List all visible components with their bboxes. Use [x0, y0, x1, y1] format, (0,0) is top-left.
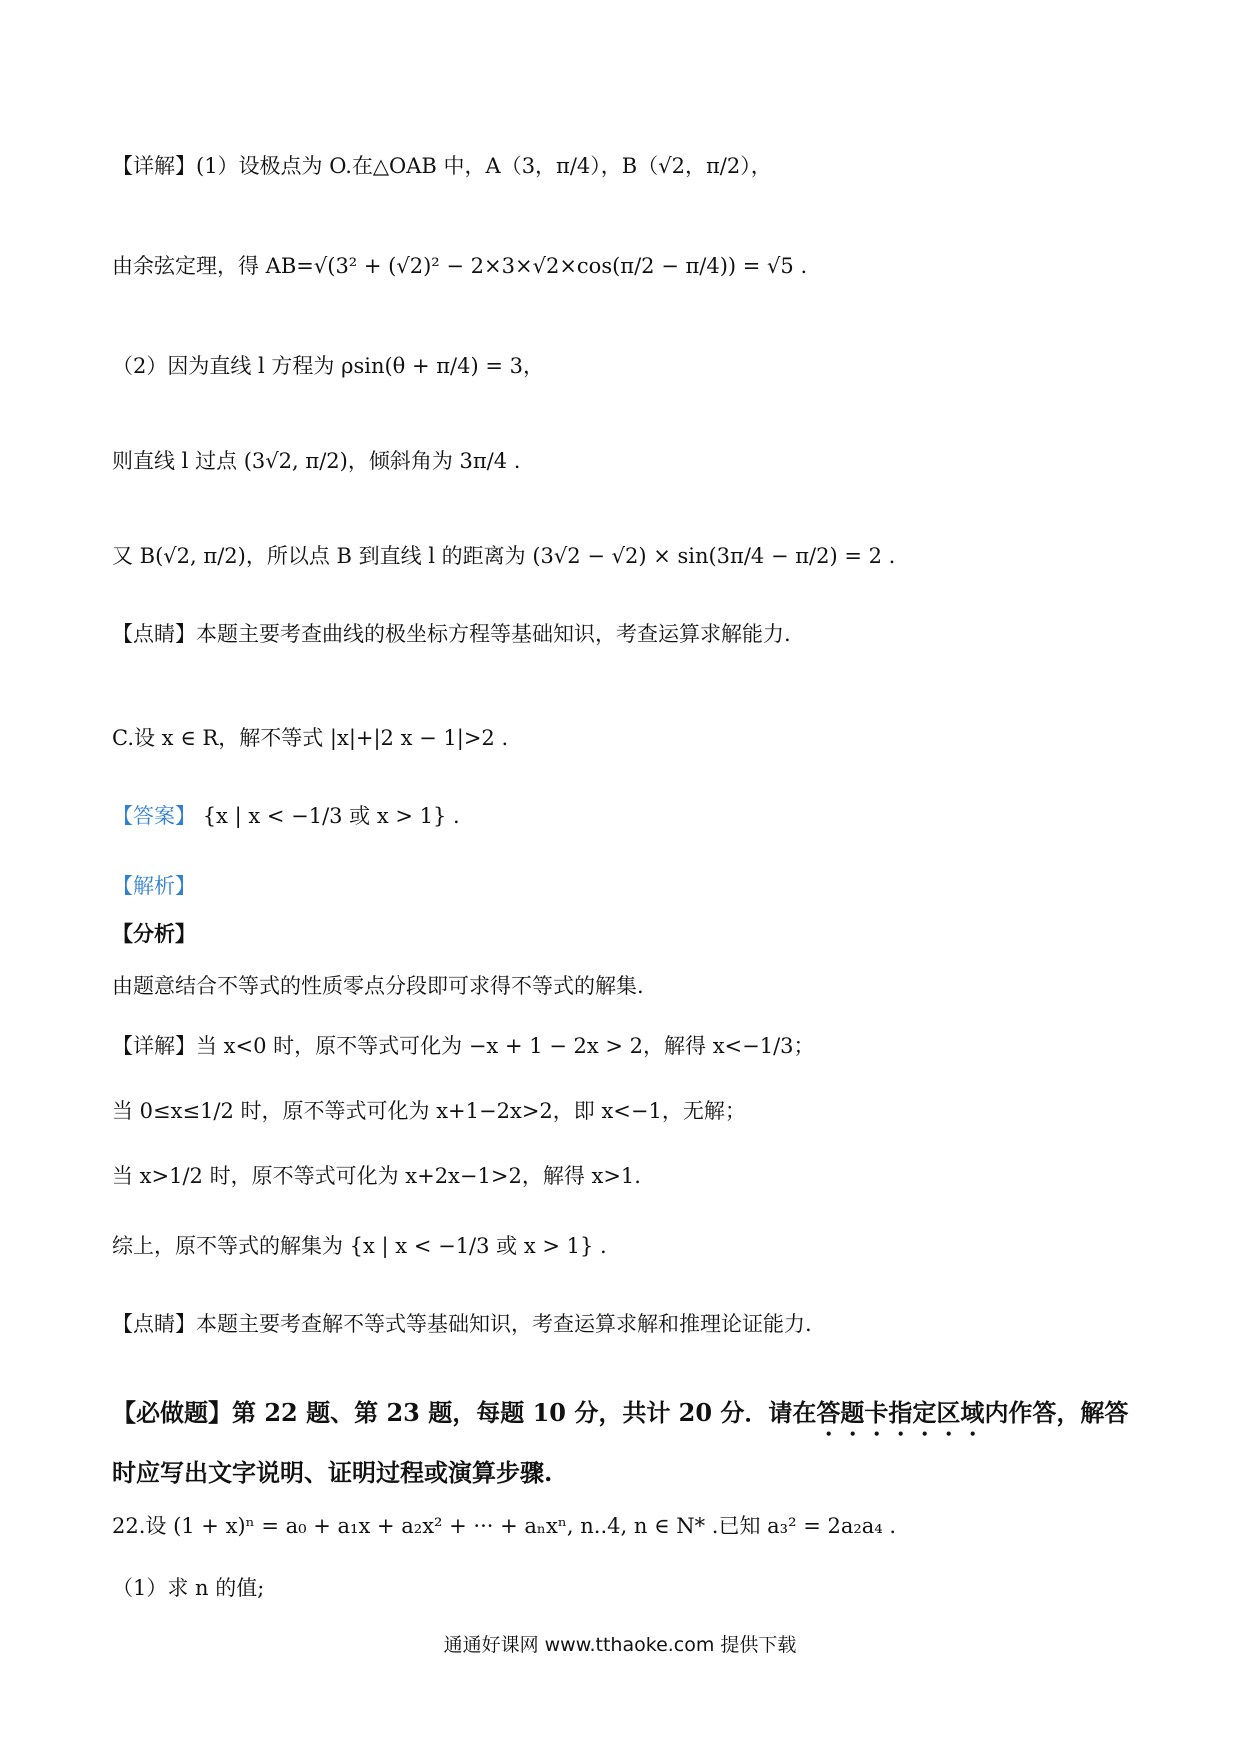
- answer-value: {x | x < −1/3 或 x > 1} .: [202, 804, 460, 828]
- detail-c-line1: 【详解】当 x<0 时，原不等式可化为 −x + 1 − 2x > 2，解得 x<−1/3；: [112, 1034, 815, 1058]
- analysis-label: 【解析】: [112, 874, 196, 898]
- answer-c: [112, 800, 460, 830]
- summary-c: 综上，原不等式的解集为 {x | x < −1/3 或 x > 1} .: [112, 1234, 607, 1258]
- question-c: C.设 x ∈ R，解不等式 |x|+|2 x − 1|>2 .: [112, 726, 509, 750]
- part2-line1: （2）因为直线 l 方程为 ρsin(θ + π/4) = 3，: [112, 354, 544, 378]
- footer: 通通好课网 www.tthaoke.com 提供下载: [443, 1634, 797, 1656]
- part2-line3: 又 B(√2, π/2)，所以点 B 到直线 l 的距离为 (3√2 − √2) × sin(3π/4 − π/2) = 2 .: [112, 544, 896, 568]
- required-header-part1: 【必做题】第 22 题、第 23 题，每题 10 分，共计 20 分．请在: [112, 1398, 817, 1427]
- fenxi-text: 由题意结合不等式的性质零点分段即可求得不等式的解集.: [112, 974, 644, 998]
- comment-c: 【点睛】本题主要考查解不等式等基础知识，考查运算求解和推理论证能力.: [112, 1312, 812, 1336]
- answer-label: 【答案】: [112, 804, 196, 828]
- question-22: 22.设 (1 + x)ⁿ = a₀ + a₁x + a₂x² + ··· + aₙxⁿ, n..4, n ∈ N* .已知 a₃² = 2a₂a₄ .: [112, 1514, 897, 1538]
- detail-c-line3: 当 x>1/2 时，原不等式可化为 x+2x−1>2，解得 x>1.: [112, 1164, 641, 1188]
- required-header-part2: 内作答，解答: [984, 1398, 1129, 1427]
- comment-b: 【点睛】本题主要考查曲线的极坐标方程等基础知识，考查运算求解能力.: [112, 622, 791, 646]
- part2-line2: 则直线 l 过点 (3√2, π/2)，倾斜角为 3π/4 .: [112, 449, 521, 473]
- required-header: [112, 1393, 1128, 1441]
- fenxi-label: 【分析】: [112, 921, 196, 946]
- required-header-line2: 时应写出文字说明、证明过程或演算步骤.: [112, 1458, 553, 1487]
- detail1-line2: 由余弦定理，得 AB=√(3² + (√2)² − 2×3×√2×cos(π/2 − π/4)) = √5 .: [112, 254, 808, 278]
- required-header-emphasis: 答题卡指定区域: [816, 1398, 985, 1427]
- detail-c-line2: 当 0≤x≤1/2 时，原不等式可化为 x+1−2x>2，即 x<−1，无解；: [112, 1099, 746, 1123]
- question-22-sub1: （1）求 n 的值;: [112, 1576, 265, 1600]
- detail1-line1: 【详解】(1）设极点为 O.在△OAB 中，A（3，π/4），B（√2，π/2），: [112, 154, 772, 178]
